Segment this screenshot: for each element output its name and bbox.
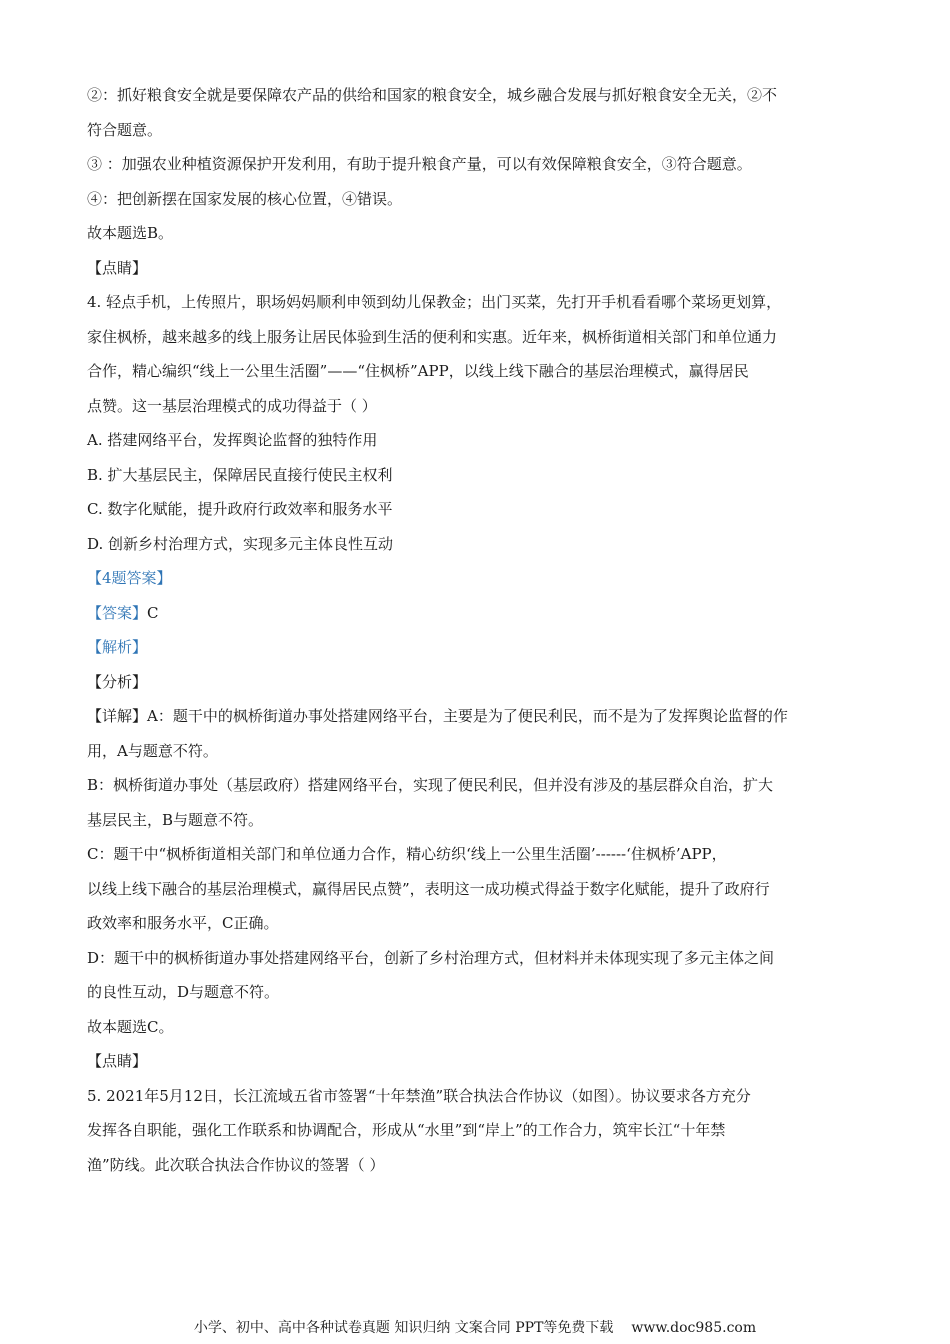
- q4-detail-line: D：题干中的枫桥街道办事处搭建网络平台，创新了乡村治理方式，但材料并未体现实现了多元主体之间: [87, 948, 775, 967]
- q4-fenxi-heading: 【分析】: [87, 672, 148, 691]
- q4-option-c: C. 数字化赋能，提升政府行政效率和服务水平: [87, 500, 393, 518]
- q4-conclusion: 故本题选C。: [87, 1017, 174, 1036]
- q4-jiexi-heading: 【解析】: [87, 638, 148, 656]
- q4-detail-line: 【详解】A：题干中的枫桥街道办事处搭建网络平台，主要是为了便民利民，而不是为了发挥舆论监督的作: [87, 707, 788, 725]
- q3-dianjing-heading: 【点睛】: [87, 258, 148, 277]
- q4-dianjing-heading: 【点睛】: [87, 1052, 148, 1070]
- page-footer: [0, 1318, 950, 1338]
- q3-analysis-line-2b: 符合题意。: [87, 120, 163, 139]
- q5-stem-line: 发挥各自职能，强化工作联系和协调配合，形成从“水里”到“岸上”的工作合力，筑牢长江“十年禁: [87, 1121, 726, 1139]
- q4-option-a: A. 搭建网络平台，发挥舆论监督的独特作用: [87, 431, 378, 449]
- q5-stem-line: 渔”防线。此次联合执法合作协议的签署（ ）: [87, 1155, 385, 1174]
- q4-detail-line: B：枫桥街道办事处（基层政府）搭建网络平台，实现了便民利民，但并没有涉及的基层群众自治，扩大: [87, 776, 774, 794]
- q4-answer-header: 【4题答案】: [87, 569, 172, 587]
- q4-stem-line: 4. 轻点手机，上传照片，职场妈妈顺利申领到幼儿保教金；出门买菜，先打开手机看看哪个菜场更划算，: [87, 293, 782, 311]
- q4-option-d: D. 创新乡村治理方式，实现多元主体良性互动: [87, 534, 394, 553]
- q4-stem-line: 家住枫桥，越来越多的线上服务让居民体验到生活的便利和实惠。近年来，枫桥街道相关部门和单位通力: [87, 327, 778, 346]
- footer-text: 小学、初中、高中各种试卷真题 知识归纳 文案合同 PPT等免费下载: [193, 1320, 614, 1336]
- q4-stem-line: 点赞。这一基层治理模式的成功得益于（ ）: [87, 396, 377, 415]
- q4-detail-line: C：题干中“枫桥街道相关部门和单位通力合作，精心纺织‘线上一公里生活圈’------‘住枫桥’APP，: [87, 845, 727, 863]
- q4-option-b: B. 扩大基层民主，保障居民直接行使民主权利: [87, 465, 393, 484]
- document-body: [87, 78, 867, 1182]
- q4-stem-line: 合作，精心编织“线上一公里生活圈”——“住枫桥”APP，以线上线下融合的基层治理模式，赢得居民: [87, 362, 749, 380]
- footer-url[interactable]: www.doc985.com: [631, 1320, 757, 1336]
- answer-value: C: [147, 603, 159, 622]
- q4-answer-line: [87, 596, 867, 631]
- q3-analysis-line-2a: ②：抓好粮食安全就是要保障农产品的供给和国家的粮食安全，城乡融合发展与抓好粮食安全无关，②不: [87, 86, 778, 104]
- q3-conclusion: 故本题选B。: [87, 224, 174, 242]
- q3-analysis-line-3: ③ ：加强农业种植资源保护开发利用，有助于提升粮食产量，可以有效保障粮食安全，③符合题意。: [87, 155, 752, 173]
- q4-detail-line: 的良性互动，D与题意不符。: [87, 983, 280, 1001]
- q3-analysis-line-4: ④：把创新摆在国家发展的核心位置，④错误。: [87, 189, 403, 208]
- answer-tag: 【答案】: [87, 603, 148, 622]
- q4-detail-line: 以线上线下融合的基层治理模式，赢得居民点赞”，表明这一成功模式得益于数字化赋能，提升了政府行: [87, 879, 770, 898]
- q4-detail-line: 基层民主，B与题意不符。: [87, 810, 264, 829]
- q4-detail-line: 用，A与题意不符。: [87, 741, 218, 760]
- q4-detail-line: 政效率和服务水平，C正确。: [87, 914, 279, 932]
- q5-stem-line: 5. 2021年5月12日，长江流域五省市签署“十年禁渔”联合执法合作协议（如图）。协议要求各方充分: [87, 1086, 751, 1105]
